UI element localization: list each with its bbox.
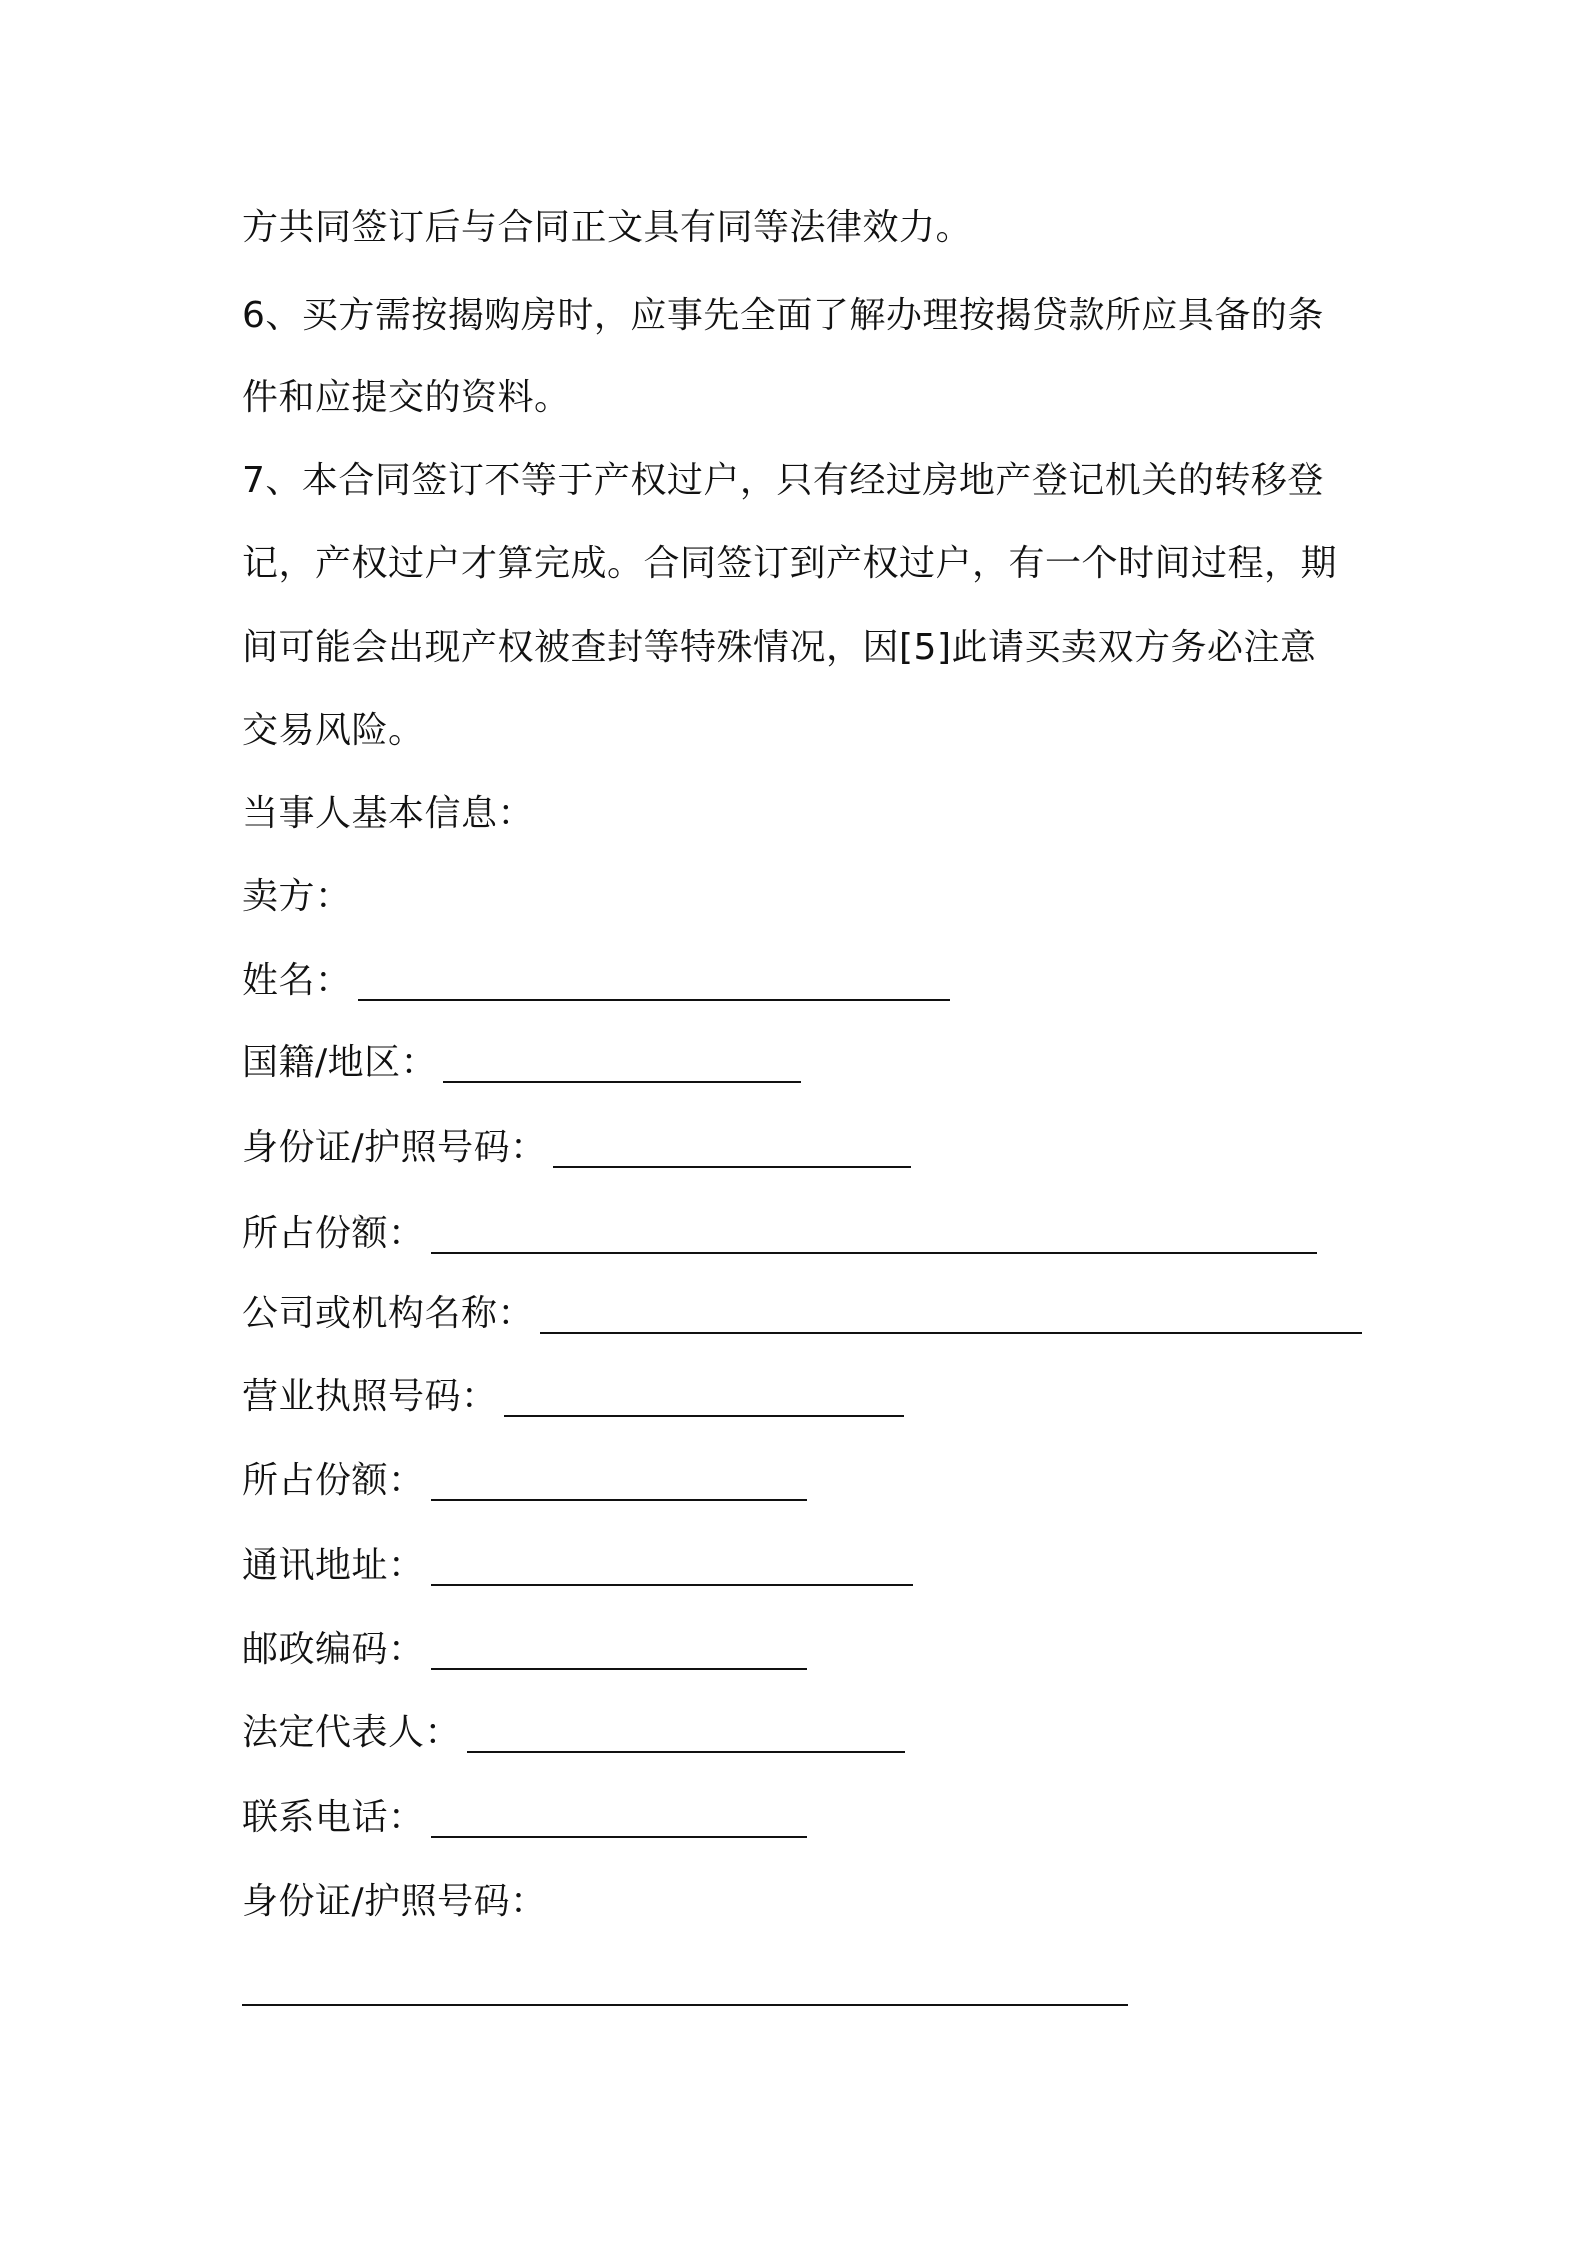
field-label: 所占份额：: [242, 1213, 425, 1254]
field-row: [242, 1455, 807, 1507]
field-row: [242, 1876, 547, 1928]
paragraph-line: 6、买方需按揭购房时，应事先全面了解办理按揭贷款所应具备的条: [242, 295, 1324, 336]
fill-in-blank[interactable]: [431, 1624, 807, 1676]
fill-in-blank[interactable]: [358, 955, 950, 1007]
field-label: 国籍/地区：: [242, 1042, 438, 1083]
fill-in-blank[interactable]: [431, 1792, 807, 1844]
field-label: 身份证/护照号码：: [242, 1881, 547, 1922]
paragraph-line: 交易风险。: [242, 710, 425, 751]
field-row: [242, 1792, 807, 1844]
field-row: [242, 1371, 904, 1423]
field-label: 姓名：: [242, 960, 352, 1001]
field-label: 身份证/护照号码：: [242, 1127, 547, 1168]
field-label: 联系电话：: [242, 1797, 425, 1838]
field-row: [242, 1707, 905, 1759]
field-label: 公司或机构名称：: [242, 1293, 535, 1334]
field-row: [242, 1540, 913, 1592]
field-row: [242, 1208, 1317, 1260]
field-row: [242, 1288, 1362, 1340]
section-heading: 当事人基本信息：: [242, 793, 535, 834]
fill-in-blank[interactable]: [443, 1037, 801, 1089]
fill-in-blank[interactable]: [540, 1288, 1362, 1340]
field-row: [242, 1960, 1128, 2012]
fill-in-blank[interactable]: [431, 1455, 807, 1507]
field-row: [242, 955, 950, 1007]
field-label: 所占份额：: [242, 1460, 425, 1501]
field-label: 法定代表人：: [242, 1712, 462, 1753]
field-row: [242, 1122, 911, 1174]
paragraph-line: 7、本合同签订不等于产权过户，只有经过房地产登记机关的转移登: [242, 460, 1324, 501]
fill-in-blank[interactable]: [504, 1371, 904, 1423]
fill-in-blank[interactable]: [431, 1208, 1317, 1260]
field-label: 营业执照号码：: [242, 1376, 498, 1417]
party-heading: 卖方：: [242, 876, 352, 917]
field-label: 通讯地址：: [242, 1545, 425, 1586]
paragraph-line: 记，产权过户才算完成。合同签订到产权过户，有一个时间过程，期: [242, 543, 1338, 584]
paragraph-line: 间可能会出现产权被查封等特殊情况，因[5]此请买卖双方务必注意: [242, 627, 1317, 668]
fill-in-blank[interactable]: [242, 1960, 1128, 2012]
paragraph-line: 件和应提交的资料。: [242, 377, 571, 418]
fill-in-blank[interactable]: [431, 1540, 913, 1592]
field-row: [242, 1624, 807, 1676]
fill-in-blank[interactable]: [553, 1122, 911, 1174]
fill-in-blank[interactable]: [467, 1707, 905, 1759]
field-row: [242, 1037, 801, 1089]
paragraph-line: 方共同签订后与合同正文具有同等法律效力。: [242, 207, 973, 248]
field-label: 邮政编码：: [242, 1629, 425, 1670]
